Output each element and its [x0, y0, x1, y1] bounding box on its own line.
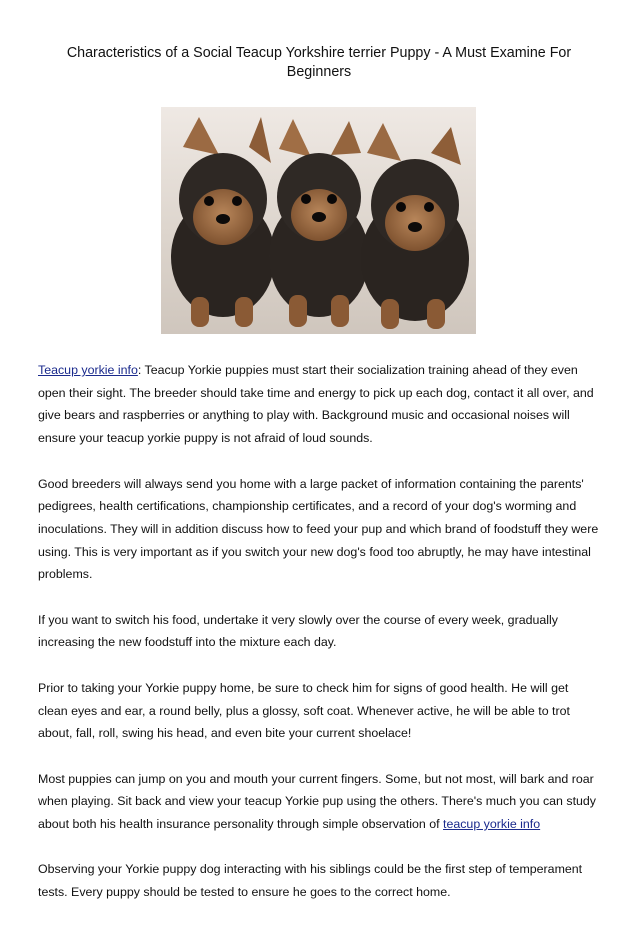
paragraph-2: Good breeders will always send you home with a large packet of information containing the parents' pedigrees, health certifications, championship certificates, and a record of your dog's worming and inoculations. They will in addition discuss how to feed your pup and which brand of foodstuff they were using. This is very important as if you switch your new dog's food too abruptly, he may have intestinal problems.	[38, 476, 599, 582]
paragraph-1: Teacup yorkie info: Teacup Yorkie puppies must start their socialization training ahead of they even open their sight. The breeder should take time and energy to pick up each dog, contact it all over, and give bears and raspberries or anything to play with. Background music and occasional noises will ensure your teacup yorkie puppy is not afraid of loud sounds.	[38, 363, 594, 446]
article-body	[38, 359, 600, 926]
paragraph-4: Prior to taking your Yorkie puppy home, be sure to check him for signs of good health. He will get clean eyes and ear, a round belly, plus a glossy, soft coat. Whenever active, he will be able to trot about, fall, roll, swing his head, and even bite your current shoelace!	[38, 680, 570, 741]
page-title: Characteristics of a Social Teacup Yorkshire terrier Puppy - A Must Examine For Beginners	[66, 45, 572, 80]
teacup-yorkie-info-link-bottom[interactable]: teacup yorkie info	[443, 817, 541, 831]
paragraph-3: If you want to switch his food, undertake it very slowly over the course of every week, gradually increasing the new foodstuff into the mixture each day.	[38, 612, 558, 650]
paragraph-5: Most puppies can jump on you and mouth your current fingers. Some, but not most, will bark and roar when playing. Sit back and view your teacup Yorkie pup using the others. There's much you can study about both his health insurance personality through simple observation of teacup yorkie info	[38, 771, 596, 831]
puppies-photo	[161, 107, 476, 334]
paragraph-6: Observing your Yorkie puppy dog interacting with his siblings could be the first step of temperament tests. Every puppy should be tested to ensure he goes to the correct home.	[38, 862, 583, 900]
teacup-yorkie-info-link-top[interactable]: Teacup yorkie info	[38, 363, 138, 377]
